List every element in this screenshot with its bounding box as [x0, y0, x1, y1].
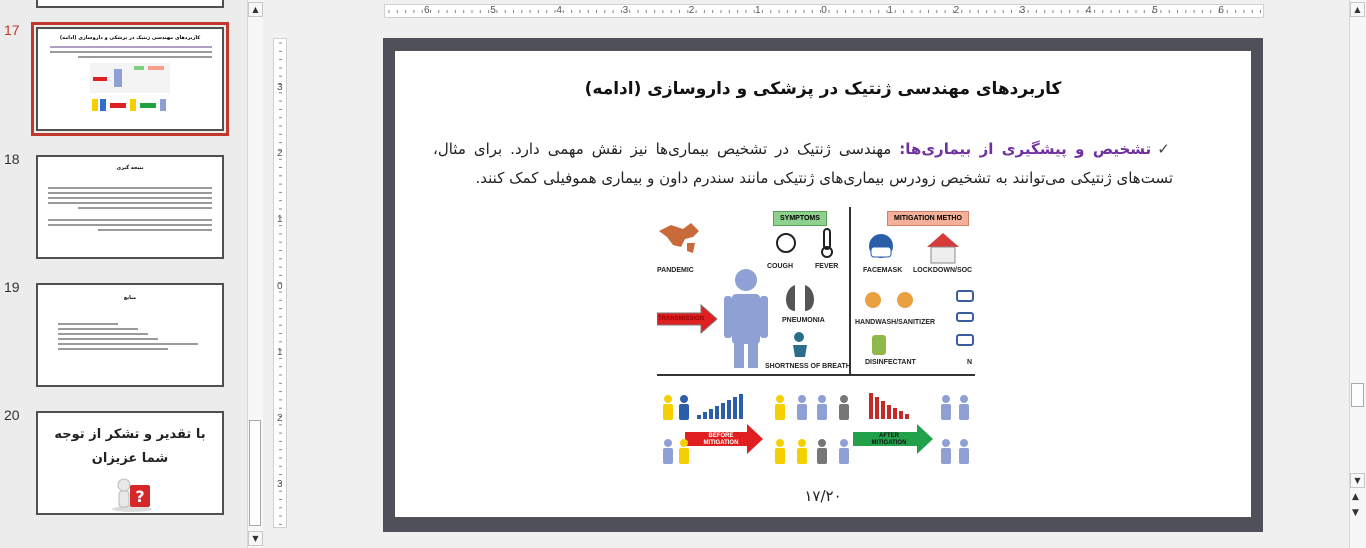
handwash-icon	[865, 292, 881, 308]
slide-title[interactable]: کاربردهای مهندسی ژنتیک در پزشکی و داروسازی (ادامه)	[584, 79, 1062, 99]
ruler-label: 3	[622, 5, 629, 16]
slide-panel-scrollbar[interactable]	[247, 0, 263, 548]
before-mitigation-label: BEFORE MITIGATION	[703, 433, 739, 446]
thumbnail-title: منابع	[123, 295, 137, 301]
ruler-label: 2	[277, 148, 283, 160]
thumbnail-title: کاربردهای مهندسی ژنتیک در پزشکی و داروسازی (ادامه)	[59, 35, 201, 41]
shortness-label: SHORTNESS OF BREATH	[765, 363, 851, 370]
slide-body-text[interactable]	[433, 135, 1173, 193]
cough-label: COUGH	[767, 263, 794, 270]
ruler-label: 0	[821, 5, 827, 16]
slide[interactable]	[395, 51, 1251, 517]
scroll-down-button[interactable]: ▼	[1350, 473, 1365, 488]
bullet-text: مهندسی ژنتیک در تشخیص بیماری‌ها نیز نقش مهمی دارد. برای مثال، تست‌های ژنتیکی می‌توانند به تشخیص زودرس بیماری‌های ژنتیکی مانند سندرم داون و بیماری هموفیلی کمک کنند.	[433, 140, 1173, 187]
scroll-thumb[interactable]	[1351, 383, 1364, 407]
ruler-label: 3	[277, 82, 283, 93]
next-slide-icon[interactable]: ▼	[1352, 508, 1359, 518]
slide-number-18: 18	[4, 151, 20, 167]
lockdown-label: LOCKDOWN/SOC	[913, 267, 973, 274]
disinfectant-icon	[872, 335, 886, 355]
check-bullet-icon: ✓	[1157, 140, 1173, 158]
person-icon	[735, 269, 757, 291]
pandemic-label: PANDEMIC	[657, 267, 694, 274]
bullet-lead: تشخیص و پیشگیری از بیماری‌ها:	[899, 140, 1152, 158]
disinfectant-label: DISINFECTANT	[865, 359, 916, 366]
ruler-label: 3	[277, 479, 283, 491]
ruler-label: 3	[1019, 5, 1026, 16]
falling-bars-icon	[869, 393, 909, 419]
pandemic-infographic[interactable]	[657, 207, 975, 475]
slide-thumbnail-20[interactable]	[36, 411, 224, 515]
symptoms-tag: SYMPTOMS	[773, 211, 827, 226]
slide-page-number[interactable]: ۱۷/۲۰	[804, 487, 842, 505]
ruler-label: 2	[688, 5, 695, 16]
shortness-breath-icon	[794, 332, 804, 342]
scroll-down-button[interactable]: ▼	[248, 531, 263, 546]
scroll-up-button[interactable]: ▲	[1350, 2, 1365, 17]
fever-label: FEVER	[815, 263, 839, 270]
cough-icon	[777, 234, 795, 252]
pneumonia-label: PNEUMONIA	[782, 317, 825, 324]
ruler-label: 1	[277, 214, 283, 226]
bus-icon	[957, 291, 973, 301]
slide-thumbnail-18[interactable]	[36, 155, 224, 259]
horizontal-ruler	[384, 4, 1264, 18]
house-icon	[927, 233, 959, 247]
ruler-label: 6	[1218, 5, 1224, 16]
vertical-ruler	[273, 38, 287, 528]
thumbnail-title: نتیجه گیری	[116, 165, 144, 171]
ruler-label: 0	[277, 280, 283, 292]
scroll-up-button[interactable]: ▲	[248, 2, 263, 17]
slide-number-17: 17	[4, 22, 20, 38]
thumbnail-infographic	[90, 63, 170, 119]
ruler-label: 6	[424, 5, 430, 16]
thumbnail-line2: شما عزیزان	[91, 451, 169, 466]
scroll-thumb[interactable]	[249, 420, 261, 526]
thumbnail-line1: با تقدیر و تشکر از توجه	[54, 427, 206, 442]
ruler-label: 5	[490, 5, 496, 16]
ruler-label: 5	[1152, 5, 1158, 16]
n-label: N	[967, 359, 973, 366]
people-group-icon	[663, 395, 969, 464]
lungs-icon	[786, 285, 795, 311]
previous-slide-icon[interactable]: ▲	[1352, 492, 1359, 502]
transmission-label: TRANSMISSION	[658, 316, 705, 322]
ruler-label: 2	[277, 413, 283, 424]
ruler-label: 2	[953, 5, 960, 16]
mitigation-tag: MITIGATION METHO	[887, 211, 969, 226]
handwash-label: HANDWASH/SANITIZER	[855, 319, 936, 326]
slide-sorter-panel	[0, 0, 246, 548]
after-mitigation-label: AFTER MITIGATION	[871, 433, 907, 446]
slide-thumbnail-17[interactable]	[36, 27, 224, 131]
editor-scrollbar[interactable]	[1349, 0, 1366, 548]
ruler-label: 1	[277, 346, 283, 358]
slide-number-19: 19	[4, 279, 20, 295]
slide-number-20: 20	[4, 407, 20, 423]
question-figure-icon	[108, 475, 156, 513]
ruler-label: 1	[887, 5, 893, 16]
ruler-label: 1	[755, 5, 761, 16]
facemask-label: FACEMASK	[863, 267, 903, 274]
rising-bars-icon	[697, 394, 743, 419]
ruler-label: 4	[1086, 5, 1092, 16]
slide-thumbnail-19[interactable]	[36, 283, 224, 387]
svg-text:?: ?	[135, 487, 145, 506]
ruler-label: 4	[556, 5, 562, 16]
slide-thumbnail-16[interactable]	[36, 0, 224, 8]
